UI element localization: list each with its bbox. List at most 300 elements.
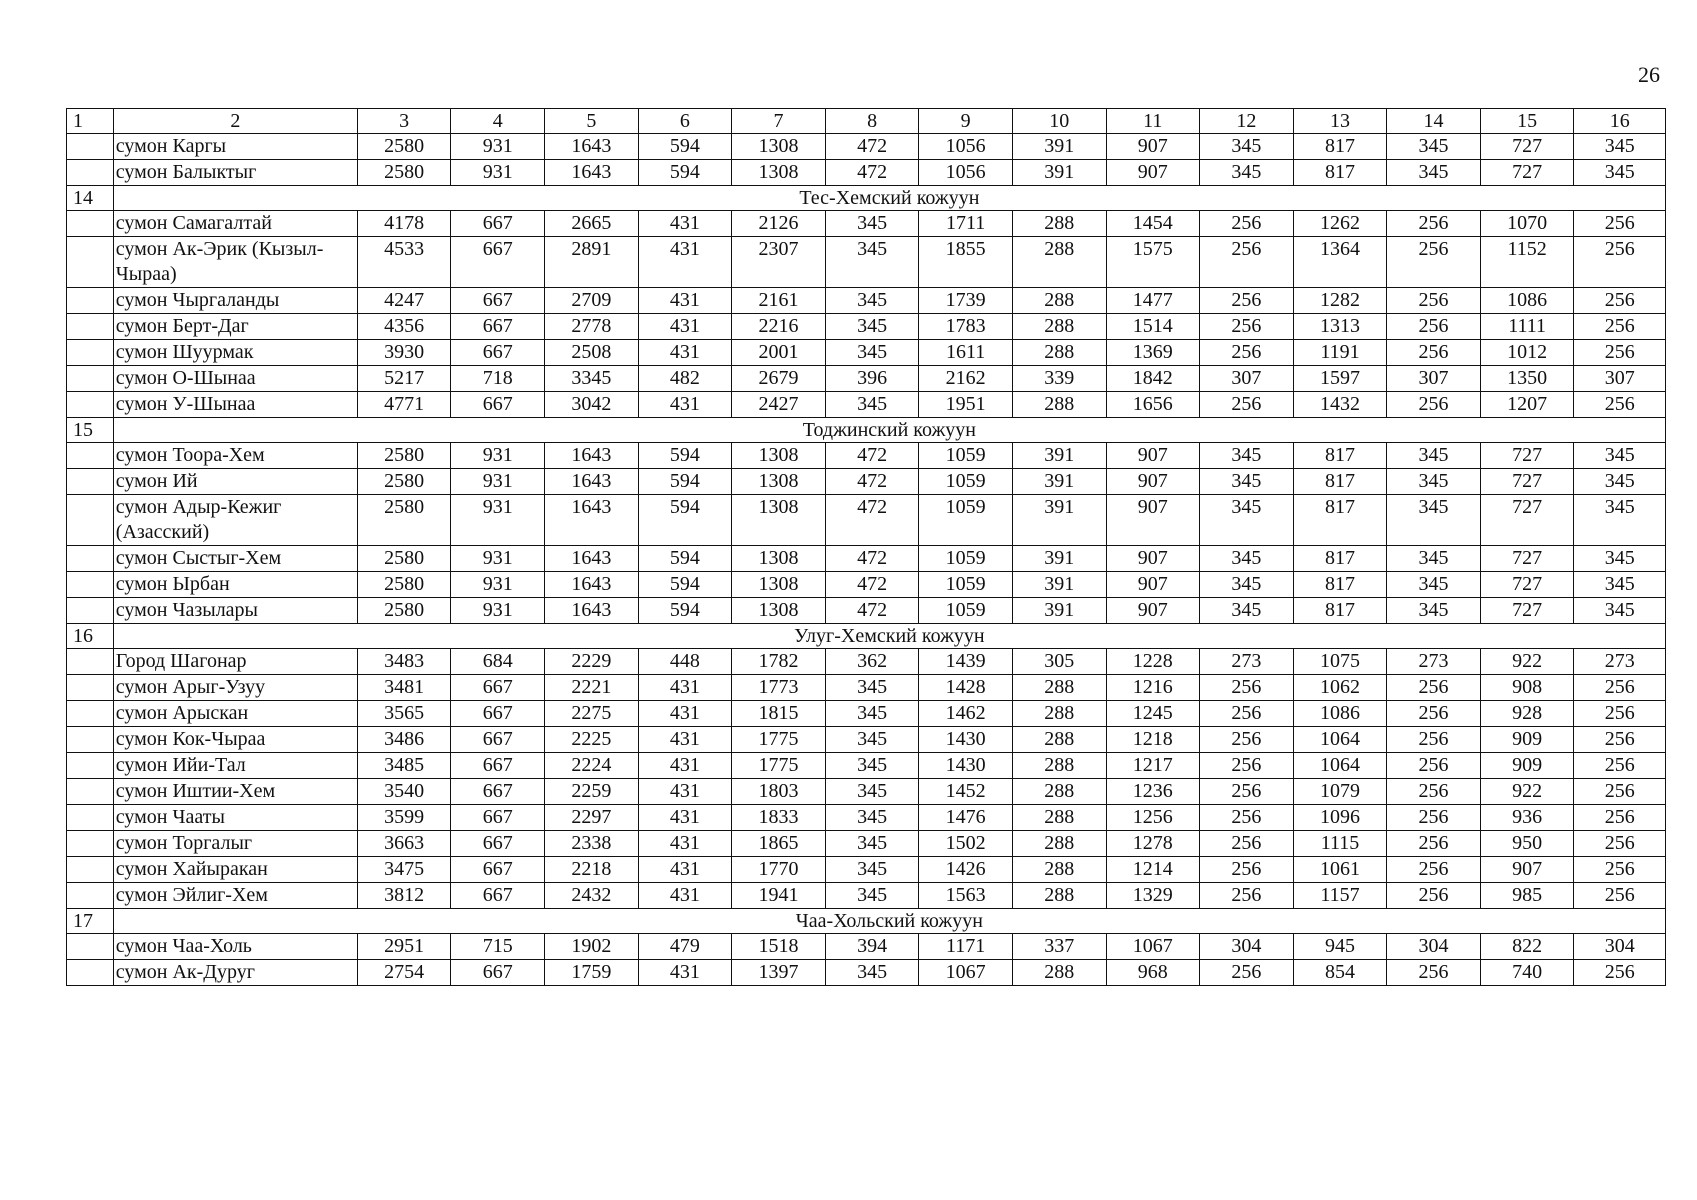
settlement-name: сумон Адыр-Кежиг (Азасский) [113, 495, 357, 546]
value-cell: 3599 [357, 805, 451, 831]
value-cell: 1432 [1293, 392, 1387, 418]
value-cell: 1308 [732, 469, 826, 495]
row-number-cell [67, 392, 114, 418]
value-cell: 345 [1387, 443, 1481, 469]
value-cell: 667 [451, 288, 545, 314]
column-number-row [67, 109, 1666, 134]
value-cell: 1842 [1106, 366, 1200, 392]
page-number: 26 [1638, 62, 1660, 87]
value-cell: 256 [1200, 675, 1294, 701]
value-cell: 345 [1574, 443, 1666, 469]
value-cell: 288 [1012, 805, 1106, 831]
value-cell: 594 [638, 598, 732, 624]
table-row [67, 495, 1666, 546]
row-number-cell [67, 340, 114, 366]
value-cell: 594 [638, 134, 732, 160]
value-cell: 391 [1012, 469, 1106, 495]
value-cell: 909 [1480, 727, 1574, 753]
value-cell: 3565 [357, 701, 451, 727]
value-cell: 667 [451, 753, 545, 779]
settlement-name: сумон Арыг-Узуу [113, 675, 357, 701]
value-cell: 817 [1293, 469, 1387, 495]
value-cell: 931 [451, 572, 545, 598]
value-cell: 1308 [732, 443, 826, 469]
value-cell: 907 [1106, 572, 1200, 598]
district-number: 17 [67, 909, 114, 934]
value-cell: 1426 [919, 857, 1013, 883]
value-cell: 1059 [919, 495, 1013, 546]
value-cell: 667 [451, 857, 545, 883]
value-cell: 1902 [545, 934, 639, 960]
row-number-cell [67, 779, 114, 805]
row-number-cell [67, 598, 114, 624]
value-cell: 256 [1387, 753, 1481, 779]
table-row [67, 701, 1666, 727]
value-cell: 3812 [357, 883, 451, 909]
value-cell: 817 [1293, 134, 1387, 160]
value-cell: 1059 [919, 598, 1013, 624]
district-group-row [67, 909, 1666, 934]
value-cell: 345 [825, 727, 919, 753]
table-row [67, 160, 1666, 186]
value-cell: 2225 [545, 727, 639, 753]
value-cell: 594 [638, 572, 732, 598]
value-cell: 1056 [919, 134, 1013, 160]
value-cell: 2162 [919, 366, 1013, 392]
value-cell: 345 [825, 340, 919, 366]
value-cell: 4771 [357, 392, 451, 418]
value-cell: 345 [1574, 598, 1666, 624]
value-cell: 1782 [732, 649, 826, 675]
value-cell: 594 [638, 469, 732, 495]
value-cell: 256 [1387, 960, 1481, 986]
value-cell: 1056 [919, 160, 1013, 186]
value-cell: 817 [1293, 572, 1387, 598]
value-cell: 479 [638, 934, 732, 960]
settlement-name: сумон Ий [113, 469, 357, 495]
value-cell: 256 [1574, 675, 1666, 701]
value-cell: 1216 [1106, 675, 1200, 701]
value-cell: 931 [451, 134, 545, 160]
value-cell: 345 [1200, 572, 1294, 598]
settlement-name: сумон Ырбан [113, 572, 357, 598]
value-cell: 345 [1200, 469, 1294, 495]
value-cell: 1364 [1293, 237, 1387, 288]
value-cell: 817 [1293, 598, 1387, 624]
row-number-cell [67, 727, 114, 753]
value-cell: 1308 [732, 598, 826, 624]
value-cell: 1656 [1106, 392, 1200, 418]
value-cell: 1171 [919, 934, 1013, 960]
value-cell: 256 [1200, 857, 1294, 883]
row-number-cell [67, 237, 114, 288]
value-cell: 3486 [357, 727, 451, 753]
table-row [67, 649, 1666, 675]
value-cell: 256 [1574, 340, 1666, 366]
district-number: 14 [67, 186, 114, 211]
value-cell: 1157 [1293, 883, 1387, 909]
value-cell: 1059 [919, 546, 1013, 572]
value-cell: 931 [451, 546, 545, 572]
value-cell: 1012 [1480, 340, 1574, 366]
value-cell: 945 [1293, 934, 1387, 960]
value-cell: 1059 [919, 469, 1013, 495]
settlement-name: сумон О-Шынаа [113, 366, 357, 392]
value-cell: 1329 [1106, 883, 1200, 909]
settlement-table [66, 108, 1666, 986]
value-cell: 256 [1574, 288, 1666, 314]
value-cell: 931 [451, 598, 545, 624]
value-cell: 1067 [919, 960, 1013, 986]
value-cell: 1096 [1293, 805, 1387, 831]
value-cell: 448 [638, 649, 732, 675]
value-cell: 288 [1012, 211, 1106, 237]
value-cell: 1803 [732, 779, 826, 805]
value-cell: 1775 [732, 753, 826, 779]
value-cell: 345 [1200, 134, 1294, 160]
settlement-name: сумон Чыргаланды [113, 288, 357, 314]
value-cell: 2338 [545, 831, 639, 857]
value-cell: 345 [1574, 546, 1666, 572]
value-cell: 2580 [357, 469, 451, 495]
row-number-cell [67, 572, 114, 598]
row-number-cell [67, 649, 114, 675]
value-cell: 1454 [1106, 211, 1200, 237]
value-cell: 907 [1106, 160, 1200, 186]
value-cell: 288 [1012, 779, 1106, 805]
value-cell: 288 [1012, 753, 1106, 779]
row-number-cell [67, 805, 114, 831]
value-cell: 1086 [1480, 288, 1574, 314]
value-cell: 1775 [732, 727, 826, 753]
value-cell: 1502 [919, 831, 1013, 857]
value-cell: 667 [451, 701, 545, 727]
value-cell: 594 [638, 546, 732, 572]
settlement-name: сумон Кок-Чыраа [113, 727, 357, 753]
value-cell: 431 [638, 211, 732, 237]
value-cell: 1951 [919, 392, 1013, 418]
value-cell: 1075 [1293, 649, 1387, 675]
value-cell: 3663 [357, 831, 451, 857]
value-cell: 256 [1200, 805, 1294, 831]
value-cell: 345 [825, 314, 919, 340]
row-number-cell [67, 211, 114, 237]
value-cell: 1282 [1293, 288, 1387, 314]
value-cell: 2679 [732, 366, 826, 392]
value-cell: 256 [1574, 392, 1666, 418]
value-cell: 1611 [919, 340, 1013, 366]
value-cell: 727 [1480, 572, 1574, 598]
value-cell: 1430 [919, 727, 1013, 753]
value-cell: 931 [451, 160, 545, 186]
value-cell: 594 [638, 160, 732, 186]
value-cell: 2216 [732, 314, 826, 340]
value-cell: 1245 [1106, 701, 1200, 727]
value-cell: 256 [1574, 857, 1666, 883]
value-cell: 396 [825, 366, 919, 392]
value-cell: 667 [451, 831, 545, 857]
value-cell: 431 [638, 831, 732, 857]
value-cell: 472 [825, 572, 919, 598]
value-cell: 391 [1012, 495, 1106, 546]
value-cell: 1597 [1293, 366, 1387, 392]
value-cell: 288 [1012, 237, 1106, 288]
value-cell: 909 [1480, 753, 1574, 779]
value-cell: 1067 [1106, 934, 1200, 960]
table-row [67, 934, 1666, 960]
value-cell: 4247 [357, 288, 451, 314]
row-number-cell [67, 366, 114, 392]
value-cell: 1739 [919, 288, 1013, 314]
value-cell: 256 [1574, 753, 1666, 779]
value-cell: 1064 [1293, 753, 1387, 779]
value-cell: 1428 [919, 675, 1013, 701]
table-row [67, 443, 1666, 469]
row-number-cell [67, 934, 114, 960]
value-cell: 2580 [357, 443, 451, 469]
value-cell: 1518 [732, 934, 826, 960]
value-cell: 256 [1200, 392, 1294, 418]
value-cell: 345 [1200, 495, 1294, 546]
value-cell: 1214 [1106, 857, 1200, 883]
value-cell: 256 [1200, 701, 1294, 727]
value-cell: 1313 [1293, 314, 1387, 340]
column-number-header: 1 [67, 109, 114, 134]
value-cell: 3930 [357, 340, 451, 366]
district-group-row [67, 418, 1666, 443]
value-cell: 256 [1200, 727, 1294, 753]
value-cell: 727 [1480, 546, 1574, 572]
district-number: 15 [67, 418, 114, 443]
value-cell: 307 [1200, 366, 1294, 392]
value-cell: 667 [451, 883, 545, 909]
value-cell: 256 [1387, 675, 1481, 701]
value-cell: 2580 [357, 546, 451, 572]
value-cell: 594 [638, 495, 732, 546]
value-cell: 256 [1574, 727, 1666, 753]
value-cell: 2229 [545, 649, 639, 675]
value-cell: 968 [1106, 960, 1200, 986]
value-cell: 482 [638, 366, 732, 392]
value-cell: 472 [825, 160, 919, 186]
value-cell: 931 [451, 469, 545, 495]
table-row [67, 675, 1666, 701]
value-cell: 1833 [732, 805, 826, 831]
value-cell: 1256 [1106, 805, 1200, 831]
row-number-cell [67, 701, 114, 727]
value-cell: 1369 [1106, 340, 1200, 366]
value-cell: 667 [451, 237, 545, 288]
row-number-cell [67, 134, 114, 160]
table-row [67, 211, 1666, 237]
settlement-name: сумон Чааты [113, 805, 357, 831]
table-row [67, 366, 1666, 392]
settlement-name: сумон Эйлиг-Хем [113, 883, 357, 909]
column-number-header: 13 [1293, 109, 1387, 134]
value-cell: 727 [1480, 160, 1574, 186]
value-cell: 1643 [545, 598, 639, 624]
value-cell: 2126 [732, 211, 826, 237]
value-cell: 391 [1012, 134, 1106, 160]
column-number-header: 11 [1106, 109, 1200, 134]
value-cell: 345 [1387, 134, 1481, 160]
value-cell: 928 [1480, 701, 1574, 727]
row-number-cell [67, 546, 114, 572]
table-row [67, 314, 1666, 340]
value-cell: 431 [638, 340, 732, 366]
value-cell: 1115 [1293, 831, 1387, 857]
value-cell: 667 [451, 392, 545, 418]
value-cell: 936 [1480, 805, 1574, 831]
value-cell: 1070 [1480, 211, 1574, 237]
value-cell: 715 [451, 934, 545, 960]
value-cell: 1643 [545, 160, 639, 186]
value-cell: 256 [1200, 314, 1294, 340]
value-cell: 667 [451, 314, 545, 340]
value-cell: 256 [1200, 831, 1294, 857]
value-cell: 345 [1387, 495, 1481, 546]
value-cell: 2580 [357, 134, 451, 160]
value-cell: 256 [1387, 701, 1481, 727]
column-number-header: 3 [357, 109, 451, 134]
value-cell: 2778 [545, 314, 639, 340]
value-cell: 3540 [357, 779, 451, 805]
value-cell: 667 [451, 675, 545, 701]
settlement-name: сумон У-Шынаа [113, 392, 357, 418]
value-cell: 2580 [357, 598, 451, 624]
value-cell: 907 [1106, 495, 1200, 546]
value-cell: 256 [1387, 779, 1481, 805]
value-cell: 1059 [919, 572, 1013, 598]
value-cell: 1476 [919, 805, 1013, 831]
value-cell: 431 [638, 237, 732, 288]
value-cell: 922 [1480, 779, 1574, 805]
value-cell: 345 [1387, 572, 1481, 598]
value-cell: 288 [1012, 340, 1106, 366]
value-cell: 345 [825, 701, 919, 727]
value-cell: 345 [825, 883, 919, 909]
value-cell: 2259 [545, 779, 639, 805]
value-cell: 1643 [545, 443, 639, 469]
value-cell: 2891 [545, 237, 639, 288]
value-cell: 907 [1106, 546, 1200, 572]
value-cell: 1262 [1293, 211, 1387, 237]
value-cell: 1308 [732, 134, 826, 160]
table-row [67, 753, 1666, 779]
value-cell: 1079 [1293, 779, 1387, 805]
value-cell: 3475 [357, 857, 451, 883]
value-cell: 345 [825, 753, 919, 779]
value-cell: 256 [1200, 779, 1294, 805]
column-number-header: 10 [1012, 109, 1106, 134]
value-cell: 337 [1012, 934, 1106, 960]
value-cell: 391 [1012, 572, 1106, 598]
value-cell: 1783 [919, 314, 1013, 340]
value-cell: 3345 [545, 366, 639, 392]
value-cell: 1278 [1106, 831, 1200, 857]
value-cell: 907 [1106, 443, 1200, 469]
table-row [67, 237, 1666, 288]
value-cell: 256 [1574, 237, 1666, 288]
value-cell: 345 [1200, 546, 1294, 572]
value-cell: 1308 [732, 495, 826, 546]
value-cell: 431 [638, 701, 732, 727]
table-row [67, 960, 1666, 986]
value-cell: 2161 [732, 288, 826, 314]
value-cell: 1643 [545, 495, 639, 546]
value-cell: 288 [1012, 857, 1106, 883]
district-group-row [67, 186, 1666, 211]
row-number-cell [67, 495, 114, 546]
value-cell: 256 [1574, 779, 1666, 805]
value-cell: 3481 [357, 675, 451, 701]
value-cell: 2580 [357, 160, 451, 186]
value-cell: 345 [1574, 572, 1666, 598]
value-cell: 2224 [545, 753, 639, 779]
table-row [67, 572, 1666, 598]
value-cell: 1759 [545, 960, 639, 986]
value-cell: 1643 [545, 134, 639, 160]
value-cell: 288 [1012, 675, 1106, 701]
value-cell: 431 [638, 960, 732, 986]
district-title: Чаа-Хольский кожуун [113, 909, 1665, 934]
value-cell: 817 [1293, 546, 1387, 572]
value-cell: 1308 [732, 572, 826, 598]
value-cell: 391 [1012, 443, 1106, 469]
value-cell: 256 [1200, 211, 1294, 237]
value-cell: 256 [1200, 753, 1294, 779]
value-cell: 2432 [545, 883, 639, 909]
value-cell: 727 [1480, 469, 1574, 495]
table-row [67, 469, 1666, 495]
value-cell: 1236 [1106, 779, 1200, 805]
value-cell: 1439 [919, 649, 1013, 675]
value-cell: 273 [1200, 649, 1294, 675]
value-cell: 3483 [357, 649, 451, 675]
value-cell: 288 [1012, 727, 1106, 753]
value-cell: 345 [1574, 134, 1666, 160]
value-cell: 1773 [732, 675, 826, 701]
value-cell: 1228 [1106, 649, 1200, 675]
value-cell: 345 [1387, 598, 1481, 624]
value-cell: 1575 [1106, 237, 1200, 288]
value-cell: 822 [1480, 934, 1574, 960]
value-cell: 304 [1574, 934, 1666, 960]
value-cell: 345 [825, 675, 919, 701]
table-row [67, 831, 1666, 857]
value-cell: 472 [825, 495, 919, 546]
value-cell: 345 [1574, 469, 1666, 495]
value-cell: 305 [1012, 649, 1106, 675]
settlement-name: сумон Хайыракан [113, 857, 357, 883]
value-cell: 345 [1387, 469, 1481, 495]
value-cell: 4178 [357, 211, 451, 237]
value-cell: 907 [1106, 469, 1200, 495]
value-cell: 288 [1012, 883, 1106, 909]
value-cell: 1062 [1293, 675, 1387, 701]
column-number-header: 7 [732, 109, 826, 134]
value-cell: 256 [1387, 883, 1481, 909]
value-cell: 345 [825, 211, 919, 237]
value-cell: 472 [825, 598, 919, 624]
row-number-cell [67, 288, 114, 314]
settlement-name: Город Шагонар [113, 649, 357, 675]
value-cell: 1514 [1106, 314, 1200, 340]
column-number-header: 6 [638, 109, 732, 134]
value-cell: 345 [1200, 598, 1294, 624]
row-number-cell [67, 857, 114, 883]
value-cell: 304 [1387, 934, 1481, 960]
